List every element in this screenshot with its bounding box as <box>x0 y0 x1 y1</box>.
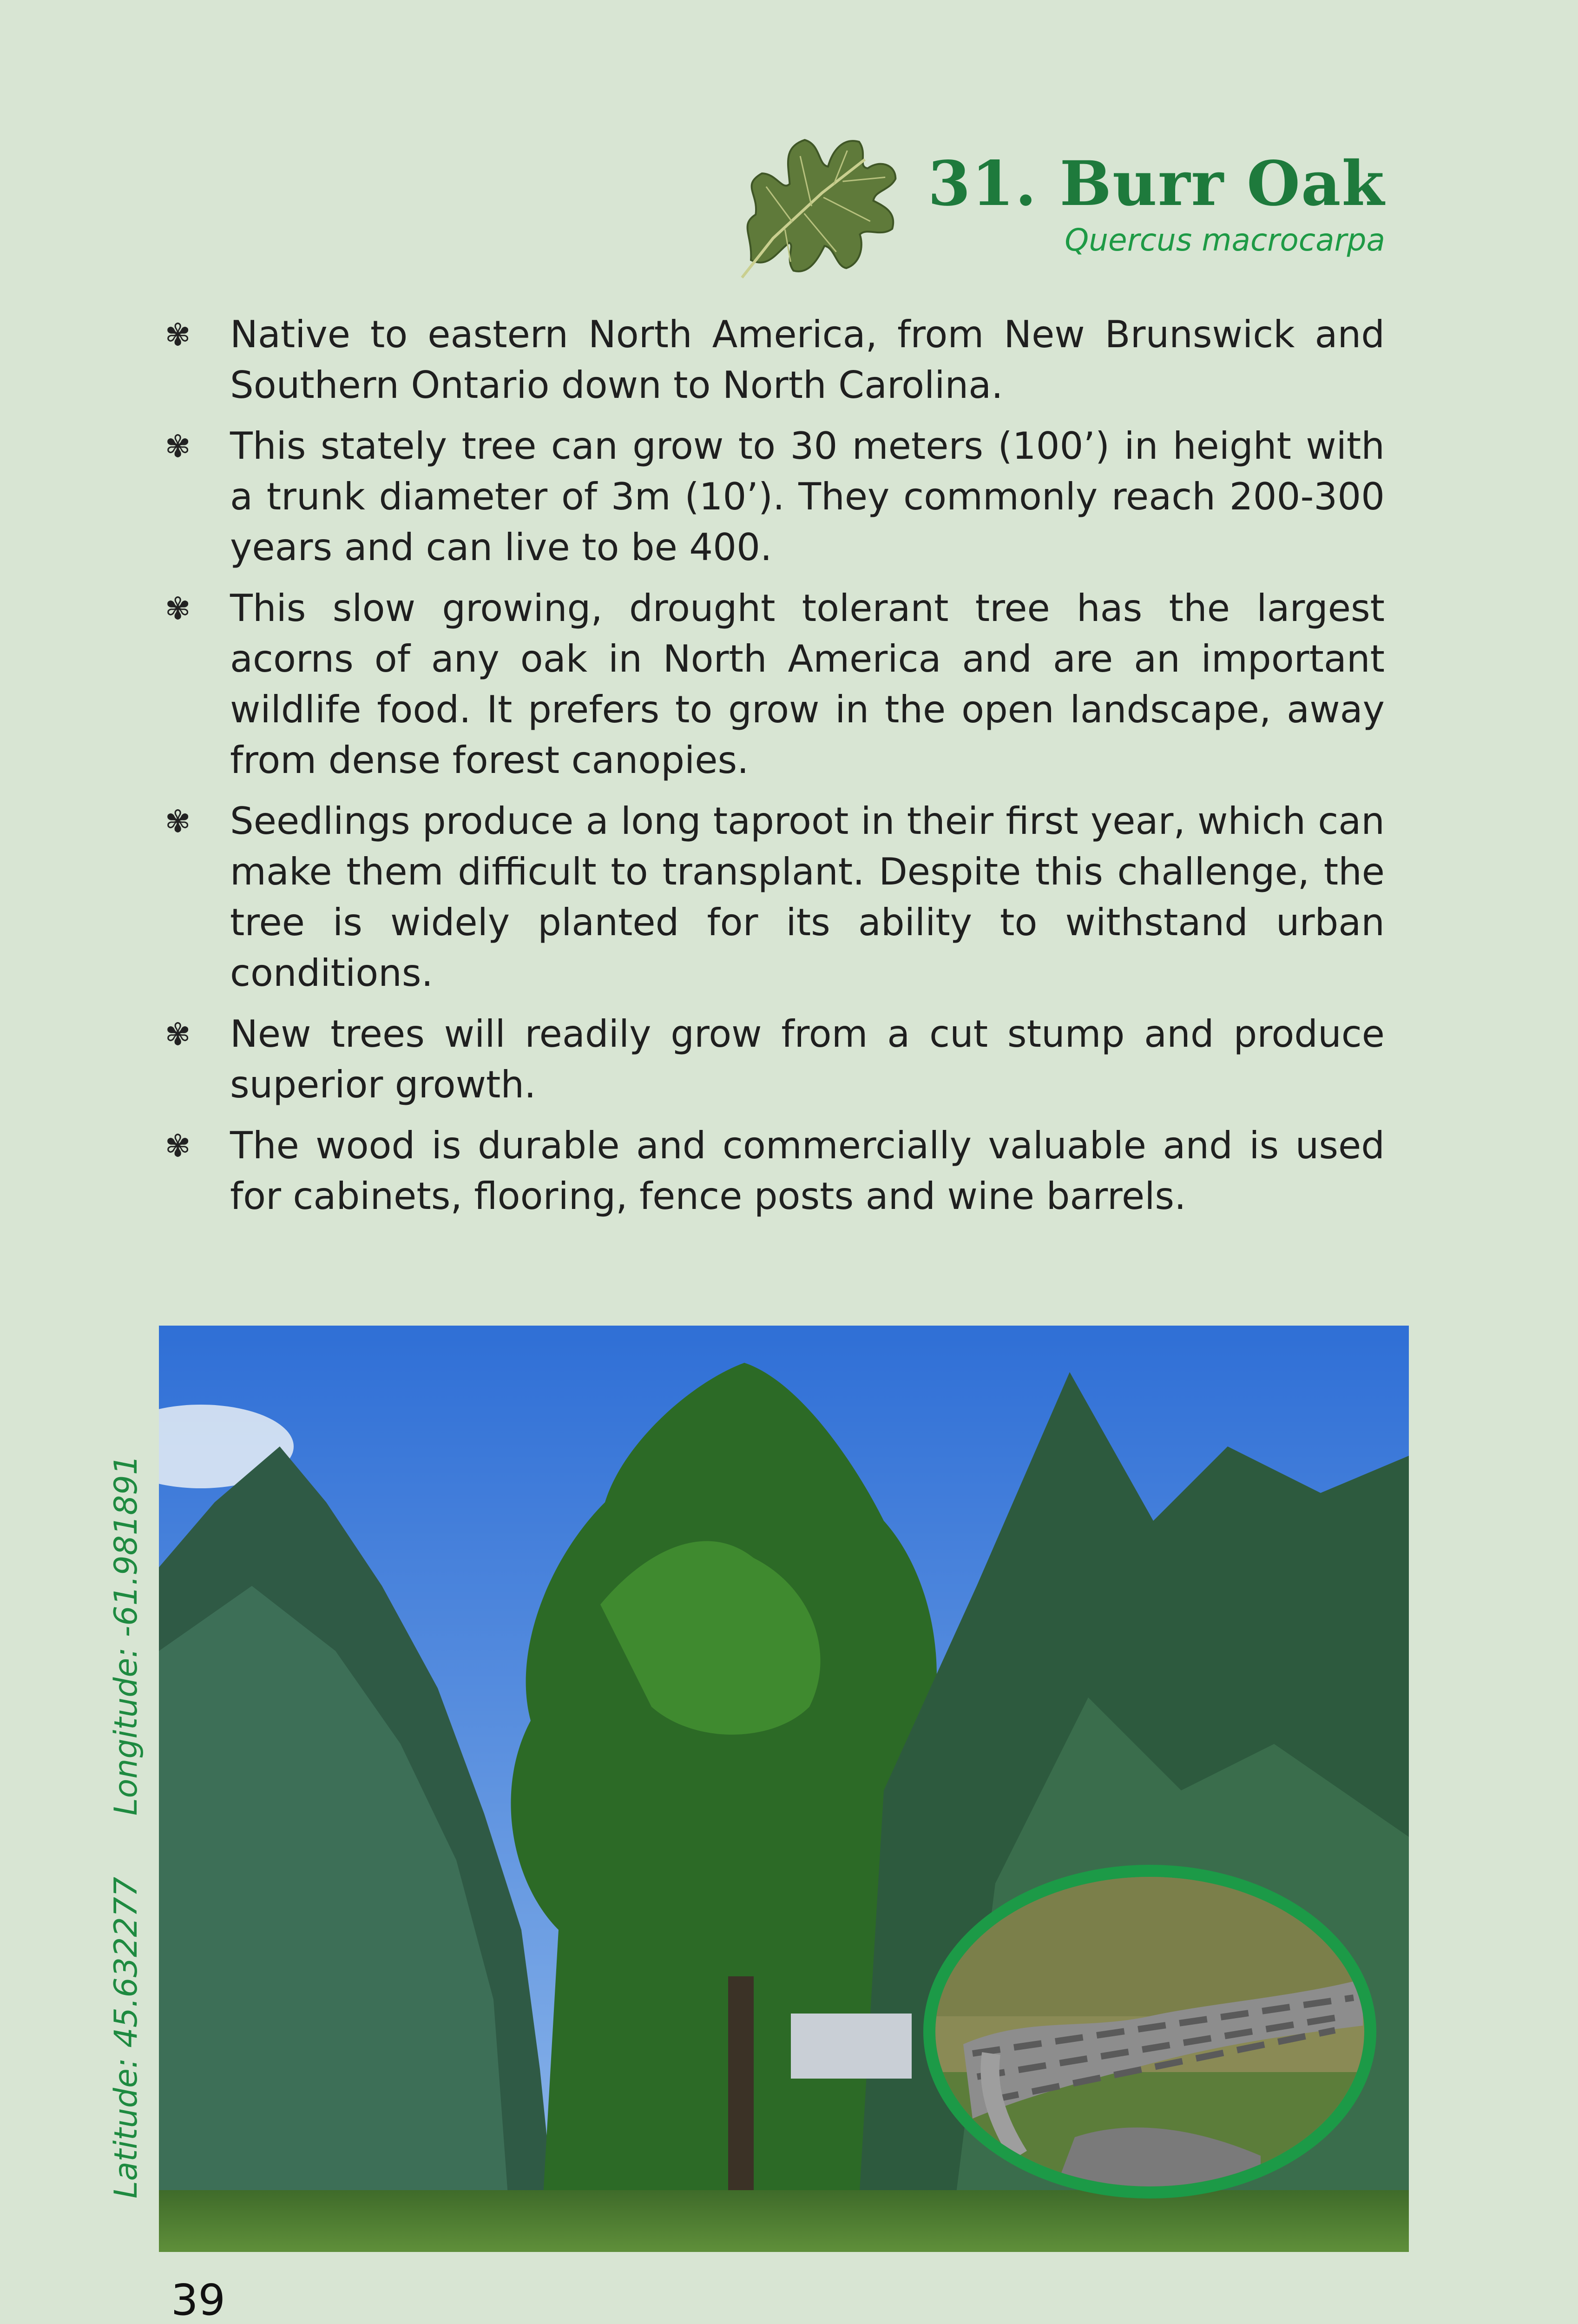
flower-bullet-icon: ✾ <box>165 1017 191 1052</box>
longitude-label: Longitude: -61.981891 <box>108 1455 145 1816</box>
list-item <box>165 309 1385 410</box>
list-item <box>165 1009 1385 1110</box>
bark-inset-photo <box>923 1865 1376 2199</box>
fact-text: Native to eastern North America, from New Brunswick and Southern Ontario down to North Carolina. <box>230 313 1385 407</box>
flower-bullet-icon: ✾ <box>165 429 191 464</box>
facts-list <box>165 309 1385 1232</box>
title-block <box>927 148 1385 258</box>
fact-text: New trees will readily grow from a cut stump and produce superior growth. <box>230 1012 1385 1106</box>
tree-photo <box>159 1326 1409 2252</box>
gps-coordinates <box>108 1455 145 2199</box>
fact-text: This slow growing, drought tolerant tree has the largest acorns of any oak in North America and are an important wildlife food. It prefers to grow in the open landscape, away from dense forest canopies. <box>230 587 1385 782</box>
flower-bullet-icon: ✾ <box>165 1128 191 1164</box>
oak-leaf-icon <box>711 119 939 300</box>
fact-text: Seedlings produce a long taproot in their first year, which can make them difficult to transplant. Despite this challenge, the tree is widely planted for its ability to withstand urban conditions. <box>230 799 1385 995</box>
list-item <box>165 421 1385 573</box>
fact-text: This stately tree can grow to 30 meters (100’) in height with a trunk diameter of 3m (10’). They commonly reach 200-300 years and can live to be 400. <box>230 424 1385 569</box>
flower-bullet-icon: ✾ <box>165 591 191 627</box>
flower-bullet-icon: ✾ <box>165 317 191 353</box>
list-item <box>165 583 1385 786</box>
list-item <box>165 1120 1385 1221</box>
page-title: 31. Burr Oak <box>927 148 1385 220</box>
scientific-name: Quercus macrocarpa <box>1065 222 1385 258</box>
page-number: 39 <box>171 2275 226 2324</box>
list-item <box>165 796 1385 998</box>
fact-text: The wood is durable and commercially valuable and is used for cabinets, flooring, fence posts and wine barrels. <box>230 1124 1385 1218</box>
flower-bullet-icon: ✾ <box>165 804 191 839</box>
latitude-label: Latitude: 45.632277 <box>108 1876 145 2199</box>
